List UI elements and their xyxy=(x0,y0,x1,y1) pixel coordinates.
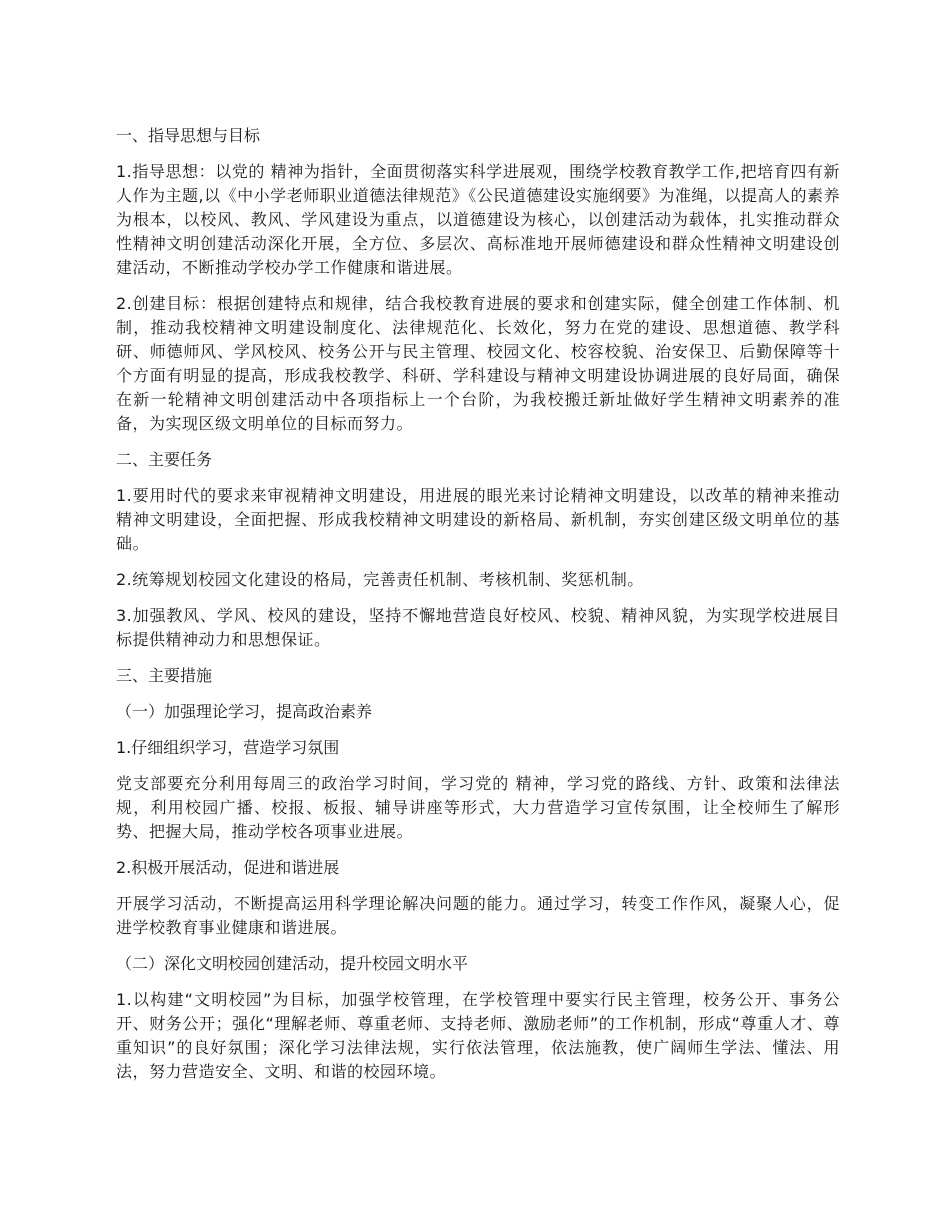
section-heading-3: 三、主要措施 xyxy=(116,666,213,685)
subsection-heading-1: （一）加强理论学习，提高政治素养 xyxy=(116,702,373,721)
section-heading-1: 一、指导思想与目标 xyxy=(116,126,261,145)
paragraph-task-3: 3.加强教风、学风、校风的建设，坚持不懈地营造良好校风、校貌、精神风貌，为实现学校进展目标提供精神动力和思想保证。 xyxy=(116,606,840,649)
subsection-item-1-2: 2.积极开展活动，促进和谐进展 xyxy=(116,858,340,877)
paragraph-creation-goal: 2.创建目标：根据创建特点和规律，结合我校教育进展的要求和创建实际，健全创建工作体制、机制，推动我校精神文明建设制度化、法律规范化、长效化，努力在党的建设、思想道德、教学科研、师德师风、学风校风、校务公开与民主管理、校园文化、校容校貌、治安保卫、后勤保障等十个方面有明显的提高，形成我校教学、科研、学科建设与精神文明建设协调进展的良好局面，确保在新一轮精神文明创建活动中各项指标上一个台阶，为我校搬迁新址做好学生精神文明素养的准备，为实现区级文明单位的目标而努力。 xyxy=(116,294,840,433)
paragraph-guiding-thought: 1.指导思想：以党的 精神为指针，全面贯彻落实科学进展观，围绕学校教育教学工作,把培育四有新人作为主题,以《中小学老师职业道德法律规范》《公民道德建设实施纲要》为准绳，以提高人的素养为根本，以校风、教风、学风建设为重点，以道德建设为核心，以创建活动为载体，扎实推动群众性精神文明创建活动深化开展，全方位、多层次、高标准地开展师德建设和群众性精神文明建设创建活动，不断推动学校办学工作健康和谐进展。 xyxy=(116,162,840,277)
paragraph-task-2: 2.统筹规划校园文化建设的格局，完善责任机制、考核机制、奖惩机制。 xyxy=(116,570,644,589)
paragraph-task-1: 1.要用时代的要求来审视精神文明建设，用进展的眼光来讨论精神文明建设，以改革的精神来推动精神文明建设，全面把握、形成我校精神文明建设的新格局、新机制，夯实创建区级文明单位的基础。 xyxy=(116,486,840,553)
document-page xyxy=(116,124,840,1096)
paragraph-harmonious-development: 开展学习活动，不断提高运用科学理论解决问题的能力。通过学习，转变工作作风，凝聚人心，促进学校教育事业健康和谐进展。 xyxy=(116,894,840,937)
subsection-heading-2: （二）深化文明校园创建活动，提升校园文明水平 xyxy=(116,954,469,973)
section-heading-2: 二、主要任务 xyxy=(116,450,213,469)
paragraph-study-atmosphere: 党支部要充分利用每周三的政治学习时间，学习党的 精神，学习党的路线、方针、政策和法律法规，利用校园广播、校报、板报、辅导讲座等形式，大力营造学习宣传氛围，让全校师生了解形势、把握大局，推动学校各项事业进展。 xyxy=(116,774,840,841)
paragraph-civilized-campus: 1.以构建“文明校园”为目标，加强学校管理，在学校管理中要实行民主管理，校务公开、事务公开、财务公开；强化“理解老师、尊重老师、支持老师、激励老师”的工作机制，形成“尊重人才、尊重知识”的良好氛围；深化学习法律法规，实行依法管理，依法施教，使广阔师生学法、懂法、用法，努力营造安全、文明、和谐的校园环境。 xyxy=(116,990,840,1081)
subsection-item-1-1: 1.仔细组织学习，营造学习氛围 xyxy=(116,738,340,757)
